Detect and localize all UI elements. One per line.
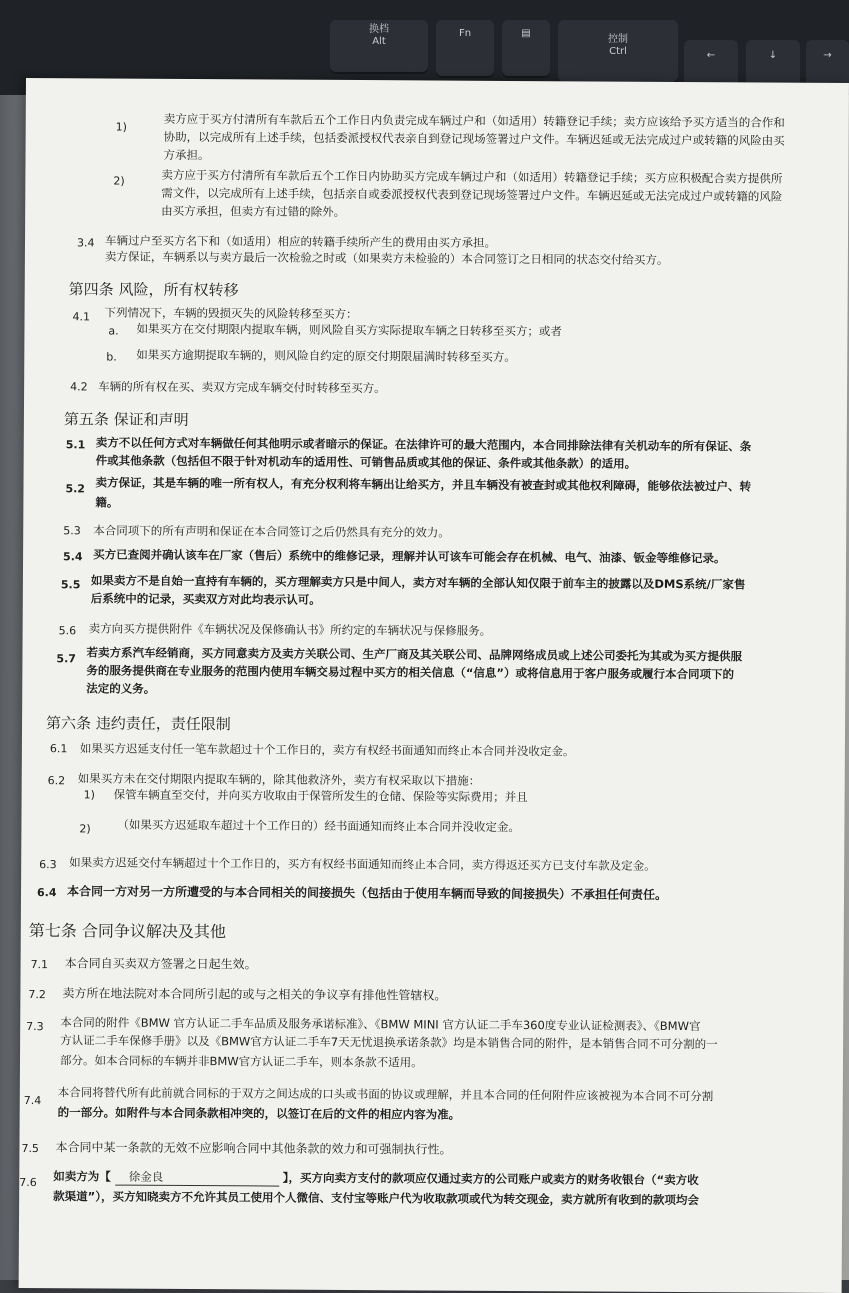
clause-number: 4.2 <box>70 380 88 394</box>
paragraph-line: 需文件，以完成所有上述手续，包括亲自或委派授权代表到登记现场签署过户文件。车辆迟延或无法完成过户或转籍的风险 <box>161 185 783 204</box>
paragraph-line: 卖方不以任何方式对车辆做任何其他明示或者暗示的保证。在法律许可的最大范围内，本合同排除法律有关机动车的所有保证、条 <box>95 435 752 454</box>
article-4-heading: 第四条 风险，所有权转移 <box>68 280 239 300</box>
menu-key <box>502 20 550 76</box>
left-arrow-icon: ← <box>706 50 716 61</box>
menu-key-label: ▤ <box>521 28 531 39</box>
clause-number: 7.6 <box>19 1175 37 1190</box>
paragraph-line <box>53 1168 698 1189</box>
paragraph-line: 协助，以完成所有上述手续，包括委派授权代表亲自到登记现场签署过户文件。车辆迟延或无法完成过户或转籍的风险由买 <box>163 129 785 148</box>
paragraph-line: 方认证二手车保修手册》以及《BMW官方认证二手车7天无忧退换承诺条款》均是本销售合同的附件，是本销售合同不可分割的一 <box>60 1033 718 1052</box>
paragraph-line: 后系统中的记录，买卖双方对此均表示认可。 <box>90 591 321 607</box>
paragraph-line: 卖方保证，车辆系以与卖方最后一次检验之时或（如果卖方未检验的）本合同签订之日相同的状态交付给买方。 <box>104 249 669 267</box>
clause-number: 7.2 <box>28 988 46 1002</box>
alt-key-bottom-label: Alt <box>372 36 386 47</box>
right-arrow-icon: → <box>823 50 832 61</box>
ctrl-key-bottom-label: Ctrl <box>609 46 627 57</box>
paragraph-line: 如果买方迟延支付任一笔车款超过十个工作日的，卖方有权经书面通知而终止本合同并没收定金。 <box>79 741 575 759</box>
clause-number: 6.2 <box>47 774 66 788</box>
clause-number: 5.7 <box>56 652 76 666</box>
paragraph-line: 车辆的所有权在买、卖双方完成车辆交付时转移至买方。 <box>98 379 386 396</box>
clause-number: 3.4 <box>76 236 95 250</box>
paragraph-line: 籍。 <box>95 495 119 510</box>
item-number: 2) <box>79 822 91 836</box>
down-arrow-icon: ↓ <box>768 50 778 61</box>
paragraph-line: 本合同一方对另一方所遭受的与本合同相关的间接损失（包括由于使用车辆而导致的间接损失）不承担任何责任。 <box>66 884 668 902</box>
article-5-heading: 第五条 保证和声明 <box>63 410 189 430</box>
paragraph-line: 如果卖方迟延交付车辆超过十个工作日的，买方有权经书面通知而终止本合同，卖方得返还买方已支付车款及定金。 <box>69 855 656 873</box>
clause-number: 5.3 <box>63 524 81 538</box>
clause-number: 5.4 <box>63 550 83 564</box>
paragraph-line: 卖方所在地法院对本合同所引起的或与之相关的争议享有排他性管辖权。 <box>62 986 447 1003</box>
left-arrow-key <box>684 40 738 88</box>
seller-suffix: 】，买方向卖方支付的款项应仅通过卖方的公司账户或卖方的财务收银台（“卖方收 <box>282 1170 699 1188</box>
article-7-heading: 第七条 合同争议解决及其他 <box>28 921 226 942</box>
fn-key <box>436 20 494 76</box>
paragraph-line: 如果买方未在交付期限内提取车辆的，除其他救济外，卖方有权采取以下措施： <box>77 771 481 788</box>
paragraph-line: 法定的义务。 <box>86 681 156 696</box>
paragraph-line: 卖方应于买方付清所有车款后五个工作日内负责完成车辆过户和（如适用）转籍登记手续；卖方应该给予买方适当的合作和 <box>163 111 785 130</box>
paragraph-line: 卖方向买方提供附件《车辆状况及保修确认书》所约定的车辆状况与保修服务。 <box>88 621 492 638</box>
paragraph-line: 若卖方系汽车经销商，买方同意卖方及卖方关联公司、生产厂商及其关联公司、品牌网络成员或上述公司委托为其或为买方提供服 <box>86 645 743 664</box>
paragraph-line: 下列情况下，车辆的毁损灭失的风险转移至买方： <box>104 305 358 322</box>
clause-number: 7.4 <box>23 1094 42 1108</box>
paragraph-line: 本合同中某一条款的无效不应影响合同中其他条款的效力和可强制执行性。 <box>55 1140 452 1157</box>
seller-prefix: 如卖方为【 <box>53 1169 111 1184</box>
paragraph-line: 如果卖方不是自始一直持有车辆的，买方理解卖方只是中间人，卖方对车辆的全部认知仅限于前车主的披露以及DMS系统/厂家售 <box>90 573 746 592</box>
paragraph-line: 款渠道”），买方知晓卖方不允许其员工使用个人微信、支付宝等账户代为收取款项或代为转交现金，卖方就所有收到的款项均会 <box>53 1189 700 1208</box>
paragraph-line: 买方已查阅并确认该车在厂家（售后）系统中的维修记录，理解并认可该车可能会存在机械、电气、油漆、钣金等维修记录。 <box>93 547 726 566</box>
item-number: 1) <box>115 120 128 134</box>
paragraph-line: 本合同自买卖双方签署之日起生效。 <box>64 956 257 972</box>
paragraph-line: 由买方承担，但卖方有过错的除外。 <box>161 203 346 219</box>
paragraph-line: 车辆过户至买方名下和（如适用）相应的转籍手续所产生的费用由买方承担。 <box>104 233 497 250</box>
paragraph-line: 部分。如本合同标的车辆并非BMW官方认证二手车，则本条款不适用。 <box>59 1053 423 1070</box>
ctrl-key <box>558 20 678 82</box>
fn-key-label: Fn <box>458 28 472 39</box>
paragraph-line: 卖方保证，其是车辆的唯一所有权人，有充分权利将车辆出让给买方，并且车辆没有被查封或其他权利障碍，能够依法被过户、转 <box>95 475 752 494</box>
item-number: 2) <box>113 174 125 188</box>
clause-number: 7.5 <box>21 1141 40 1156</box>
down-arrow-key <box>746 40 800 88</box>
paragraph-line: 保管车辆直至交付，并向买方收取由于保管所发生的仓储、保险等实际费用；并且 <box>113 787 528 805</box>
paragraph-line: 如果买方逾期提取车辆的，则风险自约定的原交付期限届满时转移至买方。 <box>136 347 516 364</box>
clause-number: 5.1 <box>65 438 86 452</box>
clause-number: 6.4 <box>36 886 57 900</box>
article-6-heading: 第六条 违约责任，责任限制 <box>46 714 231 734</box>
clause-number: 5.5 <box>60 578 81 592</box>
alt-key <box>330 20 428 72</box>
item-number: b. <box>106 350 117 364</box>
paragraph-line: 的一部分。如附件与本合同条款相冲突的，以签订在后的文件的相应内容为准。 <box>57 1105 461 1122</box>
seller-name-field: 徐金良 <box>115 1169 279 1187</box>
alt-key-top-label: 换档 <box>369 24 389 35</box>
item-number: 1) <box>83 788 95 802</box>
paragraph-line: 本合同项下的所有声明和保证在本合同签订之后仍然具有充分的效力。 <box>93 523 450 540</box>
contract-page <box>19 78 849 1293</box>
paragraph-line: 本合同的附件《BMW 官方认证二手车品质及服务承诺标准》、《BMW MINI 官方认证二手车360度专业认证检测表》、《BMW官 <box>60 1015 701 1034</box>
right-arrow-key <box>806 40 849 88</box>
paragraph-line: 务的服务提供商在专业服务的范围内使用车辆交易过程中买方的相关信息（“信息”）或将信息用于客户服务或履行本合同项下的 <box>86 663 735 682</box>
clause-number: 5.6 <box>58 624 77 638</box>
paragraph-line: 方承担。 <box>163 147 210 163</box>
clause-number: 6.1 <box>49 742 68 756</box>
clause-number: 6.3 <box>39 858 57 872</box>
clause-number: 7.3 <box>26 1020 44 1034</box>
clause-number: 5.2 <box>65 482 86 496</box>
clause-number: 4.1 <box>72 310 91 324</box>
item-number: a. <box>108 324 119 338</box>
ctrl-key-top-label: 控制 <box>608 34 628 45</box>
clause-number: 7.1 <box>30 958 49 972</box>
paragraph-line: 本合同将替代所有此前就合同标的于双方之间达成的口头或书面的协议或理解，并且本合同的任何附件应该被视为本合同不可分割 <box>57 1085 714 1104</box>
paragraph-line: 件或其他条款（包括但不限于针对机动车的适用性、可销售品质或其他的保证、条件或其他条款）的适用。 <box>95 453 637 471</box>
paragraph-line: 卖方应于买方付清所有车款后五个工作日内协助买方完成车辆过户和（如适用）转籍登记手续；买方应积极配合卖方提供所 <box>161 167 783 186</box>
paragraph-line: （如果买方迟延取车超过十个工作日的）经书面通知而终止本合同并没收定金。 <box>117 817 520 835</box>
paragraph-line: 如果买方在交付期限内提取车辆，则风险自买方实际提取车辆之日转移至买方；或者 <box>136 321 563 339</box>
